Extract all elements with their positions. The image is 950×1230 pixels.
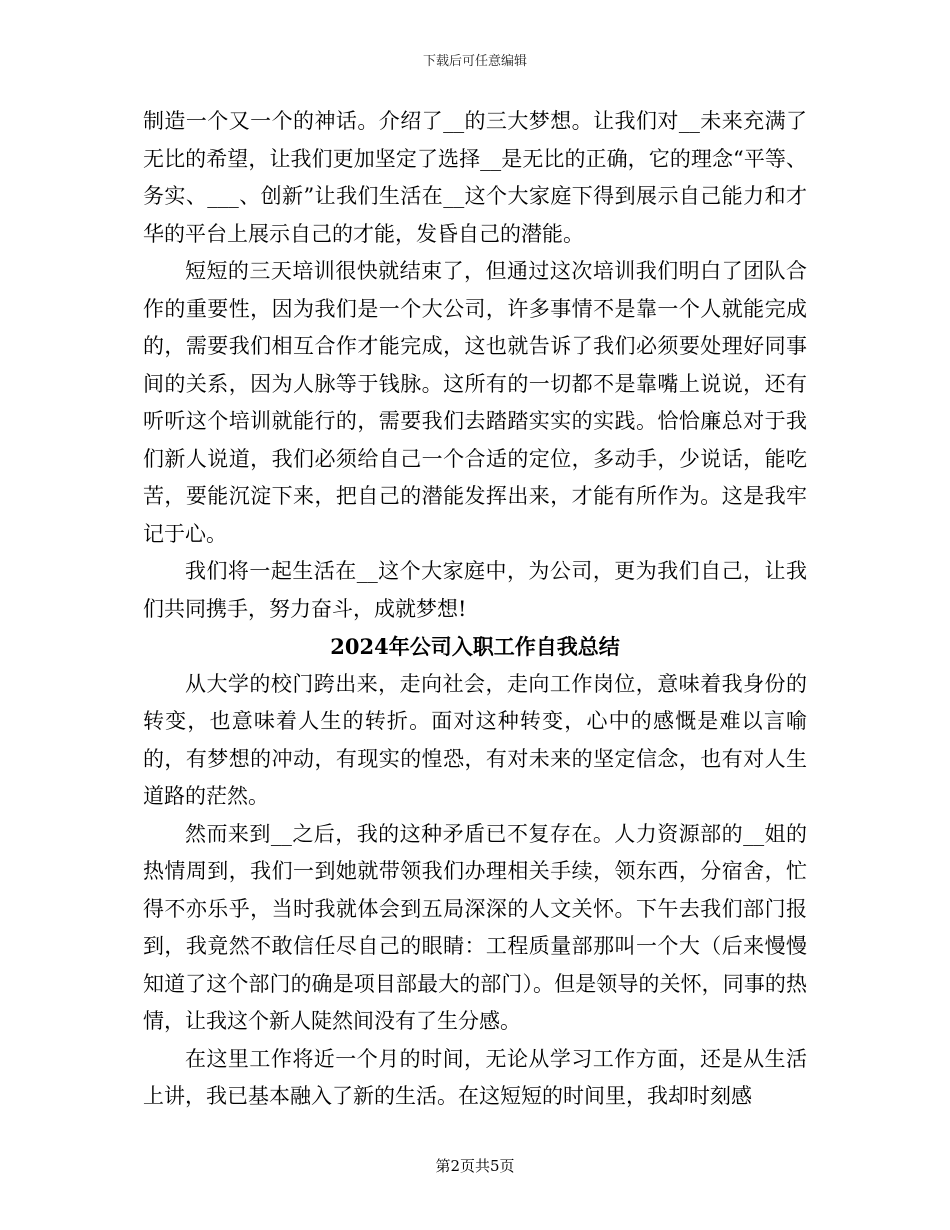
section-title: 2024年公司入职工作自我总结 xyxy=(330,634,620,659)
section-paragraph: 在这里工作将近一个月的时间，无论从学习工作方面，还是从生活上讲，我已基本融入了新的生活。在这短短的时间里，我却时刻感 xyxy=(143,1046,807,1108)
page-header: 下载后可任意编辑 xyxy=(422,54,527,69)
document-body xyxy=(143,103,807,1116)
body-paragraph: 我们将一起生活在__这个大家庭中，为公司，更为我们自己，让我们共同携手，努力奋斗，成就梦想! xyxy=(143,559,807,621)
section-paragraph: 从大学的校门跨出来，走向社会，走向工作岗位，意味着我身份的转变，也意味着人生的转折。面对这种转变，心中的感慨是难以言喻的，有梦想的冲动，有现实的惶恐，有对未来的坚定信念，也有对人生道路的茫然。 xyxy=(143,671,807,808)
body-paragraph: 短短的三天培训很快就结束了，但通过这次培训我们明白了团队合作的重要性，因为我们是一个大公司，许多事情不是靠一个人就能完成的，需要我们相互合作才能完成，这也就告诉了我们必须要处理好同事间的关系，因为人脉等于钱脉。这所有的一切都不是靠嘴上说说，还有听听这个培训就能行的，需要我们去踏踏实实的实践。恰恰廉总对于我们新人说道，我们必须给自己一个合适的定位，多动手，少说话，能吃苦，要能沉淀下来，把自己的潜能发挥出来，才能有所作为。这是我牢记于心。 xyxy=(143,259,807,546)
section-paragraph: 然而来到__之后，我的这种矛盾已不复存在。人力资源部的__姐的热情周到，我们一到她就带领我们办理相关手续，领东西，分宿舍，忙得不亦乐乎，当时我就体会到五局深深的人文关怀。下午去我们部门报到，我竟然不敢信任尽自己的眼睛：工程质量部那叫一个大（后来慢慢知道了这个部门的确是项目部最大的部门）。但是领导的关怀，同事的热情，让我这个新人陡然间没有了生分感。 xyxy=(143,821,807,1033)
body-paragraph-continued: 制造一个又一个的神话。介绍了__的三大梦想。让我们对__未来充满了无比的希望，让我们更加坚定了选择__是无比的正确，它的理念“平等、务实、___、创新”让我们生活在__这个大家庭下得到展示自己能力和才华的平台上展示自己的才能，发昏自己的潜能。 xyxy=(143,109,807,246)
page-footer: 第2页共5页 xyxy=(435,1157,515,1175)
